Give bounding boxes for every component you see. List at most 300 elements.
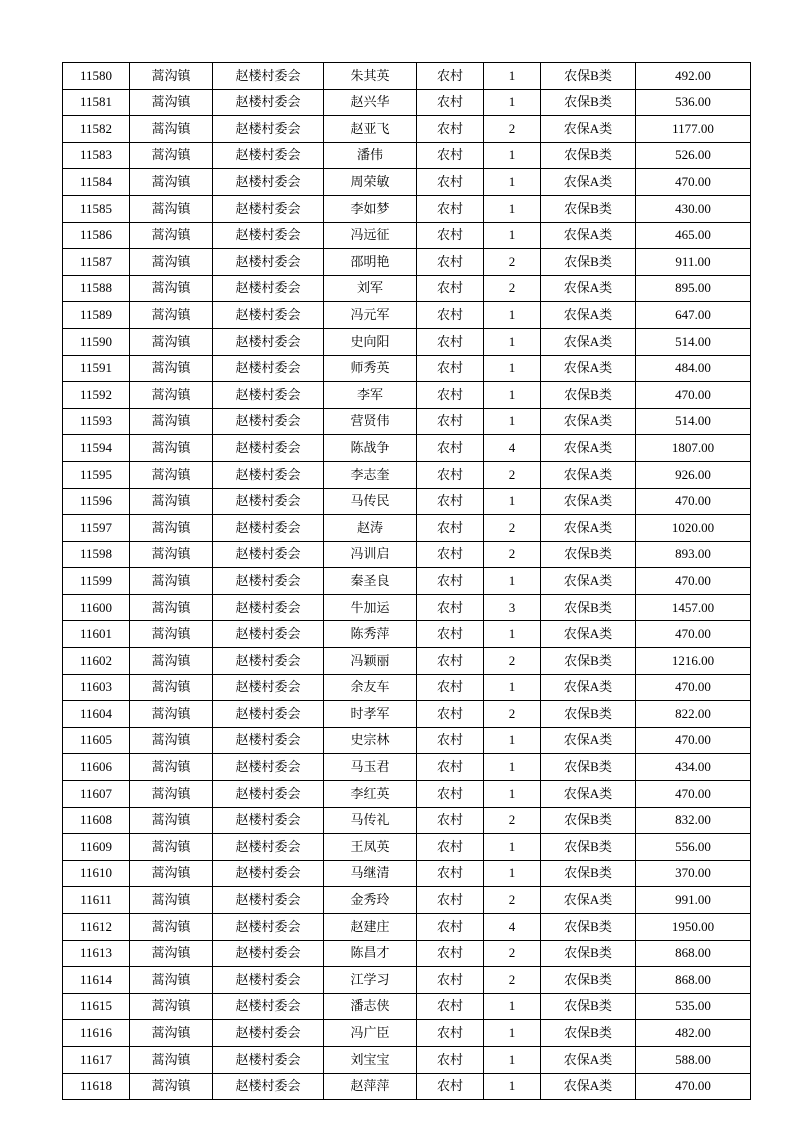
cell-id: 11618 bbox=[63, 1073, 130, 1100]
cell-household-type: 农村 bbox=[417, 408, 484, 435]
cell-name: 史向阳 bbox=[324, 328, 417, 355]
cell-amount: 535.00 bbox=[636, 993, 751, 1020]
cell-household-type: 农村 bbox=[417, 1046, 484, 1073]
cell-village: 赵楼村委会 bbox=[213, 195, 324, 222]
cell-town: 蒿沟镇 bbox=[130, 887, 213, 914]
cell-amount: 470.00 bbox=[636, 488, 751, 515]
cell-village: 赵楼村委会 bbox=[213, 914, 324, 941]
cell-village: 赵楼村委会 bbox=[213, 834, 324, 861]
cell-name: 刘宝宝 bbox=[324, 1046, 417, 1073]
cell-id: 11588 bbox=[63, 275, 130, 302]
cell-town: 蒿沟镇 bbox=[130, 594, 213, 621]
cell-id: 11592 bbox=[63, 382, 130, 409]
table-row bbox=[63, 195, 751, 222]
cell-household-type: 农村 bbox=[417, 648, 484, 675]
cell-household-type: 农村 bbox=[417, 781, 484, 808]
cell-category: 农保B类 bbox=[541, 541, 636, 568]
cell-amount: 1457.00 bbox=[636, 594, 751, 621]
cell-name: 李红英 bbox=[324, 781, 417, 808]
table-row bbox=[63, 302, 751, 329]
cell-id: 11607 bbox=[63, 781, 130, 808]
cell-id: 11586 bbox=[63, 222, 130, 249]
cell-household-type: 农村 bbox=[417, 993, 484, 1020]
cell-id: 11611 bbox=[63, 887, 130, 914]
cell-town: 蒿沟镇 bbox=[130, 275, 213, 302]
cell-category: 农保B类 bbox=[541, 648, 636, 675]
cell-name: 赵涛 bbox=[324, 515, 417, 542]
cell-town: 蒿沟镇 bbox=[130, 222, 213, 249]
cell-id: 11612 bbox=[63, 914, 130, 941]
cell-town: 蒿沟镇 bbox=[130, 116, 213, 143]
cell-village: 赵楼村委会 bbox=[213, 249, 324, 276]
cell-town: 蒿沟镇 bbox=[130, 461, 213, 488]
cell-id: 11601 bbox=[63, 621, 130, 648]
cell-household-type: 农村 bbox=[417, 701, 484, 728]
cell-category: 农保A类 bbox=[541, 887, 636, 914]
cell-person-count: 2 bbox=[484, 541, 541, 568]
cell-id: 11594 bbox=[63, 435, 130, 462]
table-row bbox=[63, 355, 751, 382]
cell-name: 马继清 bbox=[324, 860, 417, 887]
cell-village: 赵楼村委会 bbox=[213, 1020, 324, 1047]
cell-name: 周荣敏 bbox=[324, 169, 417, 196]
cell-name: 师秀英 bbox=[324, 355, 417, 382]
cell-town: 蒿沟镇 bbox=[130, 674, 213, 701]
cell-id: 11590 bbox=[63, 328, 130, 355]
cell-village: 赵楼村委会 bbox=[213, 648, 324, 675]
cell-category: 农保B类 bbox=[541, 967, 636, 994]
cell-category: 农保A类 bbox=[541, 488, 636, 515]
table-row bbox=[63, 541, 751, 568]
cell-village: 赵楼村委会 bbox=[213, 940, 324, 967]
cell-town: 蒿沟镇 bbox=[130, 914, 213, 941]
table-row bbox=[63, 834, 751, 861]
cell-id: 11604 bbox=[63, 701, 130, 728]
cell-category: 农保A类 bbox=[541, 727, 636, 754]
cell-town: 蒿沟镇 bbox=[130, 993, 213, 1020]
cell-town: 蒿沟镇 bbox=[130, 142, 213, 169]
cell-town: 蒿沟镇 bbox=[130, 834, 213, 861]
cell-person-count: 1 bbox=[484, 621, 541, 648]
cell-village: 赵楼村委会 bbox=[213, 860, 324, 887]
cell-village: 赵楼村委会 bbox=[213, 116, 324, 143]
cell-amount: 647.00 bbox=[636, 302, 751, 329]
cell-id: 11593 bbox=[63, 408, 130, 435]
cell-household-type: 农村 bbox=[417, 461, 484, 488]
cell-id: 11581 bbox=[63, 89, 130, 116]
table-row bbox=[63, 461, 751, 488]
cell-category: 农保B类 bbox=[541, 993, 636, 1020]
cell-name: 朱其英 bbox=[324, 63, 417, 90]
cell-category: 农保B类 bbox=[541, 834, 636, 861]
cell-name: 邵明艳 bbox=[324, 249, 417, 276]
cell-household-type: 农村 bbox=[417, 674, 484, 701]
cell-town: 蒿沟镇 bbox=[130, 355, 213, 382]
cell-amount: 832.00 bbox=[636, 807, 751, 834]
cell-town: 蒿沟镇 bbox=[130, 781, 213, 808]
cell-person-count: 1 bbox=[484, 1020, 541, 1047]
cell-town: 蒿沟镇 bbox=[130, 195, 213, 222]
cell-name: 陈昌才 bbox=[324, 940, 417, 967]
table-row bbox=[63, 887, 751, 914]
cell-name: 时孝军 bbox=[324, 701, 417, 728]
cell-amount: 434.00 bbox=[636, 754, 751, 781]
cell-category: 农保B类 bbox=[541, 940, 636, 967]
cell-name: 营贤伟 bbox=[324, 408, 417, 435]
cell-category: 农保B类 bbox=[541, 594, 636, 621]
cell-name: 冯元军 bbox=[324, 302, 417, 329]
cell-town: 蒿沟镇 bbox=[130, 249, 213, 276]
cell-town: 蒿沟镇 bbox=[130, 515, 213, 542]
cell-village: 赵楼村委会 bbox=[213, 89, 324, 116]
cell-category: 农保A类 bbox=[541, 355, 636, 382]
cell-amount: 1216.00 bbox=[636, 648, 751, 675]
cell-id: 11617 bbox=[63, 1046, 130, 1073]
cell-town: 蒿沟镇 bbox=[130, 408, 213, 435]
cell-town: 蒿沟镇 bbox=[130, 860, 213, 887]
cell-person-count: 1 bbox=[484, 142, 541, 169]
cell-category: 农保A类 bbox=[541, 435, 636, 462]
cell-amount: 370.00 bbox=[636, 860, 751, 887]
cell-village: 赵楼村委会 bbox=[213, 302, 324, 329]
cell-household-type: 农村 bbox=[417, 940, 484, 967]
cell-person-count: 2 bbox=[484, 967, 541, 994]
cell-id: 11583 bbox=[63, 142, 130, 169]
cell-amount: 514.00 bbox=[636, 408, 751, 435]
cell-person-count: 1 bbox=[484, 860, 541, 887]
cell-household-type: 农村 bbox=[417, 621, 484, 648]
cell-household-type: 农村 bbox=[417, 302, 484, 329]
cell-id: 11589 bbox=[63, 302, 130, 329]
cell-person-count: 1 bbox=[484, 754, 541, 781]
cell-household-type: 农村 bbox=[417, 594, 484, 621]
cell-person-count: 1 bbox=[484, 408, 541, 435]
cell-person-count: 1 bbox=[484, 781, 541, 808]
cell-name: 赵亚飞 bbox=[324, 116, 417, 143]
cell-amount: 926.00 bbox=[636, 461, 751, 488]
cell-household-type: 农村 bbox=[417, 169, 484, 196]
cell-name: 潘志侠 bbox=[324, 993, 417, 1020]
cell-household-type: 农村 bbox=[417, 727, 484, 754]
cell-category: 农保B类 bbox=[541, 1020, 636, 1047]
cell-village: 赵楼村委会 bbox=[213, 408, 324, 435]
cell-id: 11615 bbox=[63, 993, 130, 1020]
cell-village: 赵楼村委会 bbox=[213, 169, 324, 196]
cell-id: 11597 bbox=[63, 515, 130, 542]
cell-town: 蒿沟镇 bbox=[130, 967, 213, 994]
table-row bbox=[63, 940, 751, 967]
cell-village: 赵楼村委会 bbox=[213, 754, 324, 781]
cell-village: 赵楼村委会 bbox=[213, 674, 324, 701]
cell-id: 11599 bbox=[63, 568, 130, 595]
table-row bbox=[63, 648, 751, 675]
cell-name: 冯广臣 bbox=[324, 1020, 417, 1047]
cell-household-type: 农村 bbox=[417, 63, 484, 90]
cell-name: 赵建庄 bbox=[324, 914, 417, 941]
cell-village: 赵楼村委会 bbox=[213, 594, 324, 621]
table-row bbox=[63, 860, 751, 887]
cell-name: 潘伟 bbox=[324, 142, 417, 169]
cell-town: 蒿沟镇 bbox=[130, 169, 213, 196]
cell-name: 刘军 bbox=[324, 275, 417, 302]
cell-category: 农保A类 bbox=[541, 328, 636, 355]
cell-id: 11609 bbox=[63, 834, 130, 861]
cell-name: 李志奎 bbox=[324, 461, 417, 488]
cell-id: 11602 bbox=[63, 648, 130, 675]
cell-category: 农保A类 bbox=[541, 1073, 636, 1100]
table-row bbox=[63, 116, 751, 143]
cell-id: 11603 bbox=[63, 674, 130, 701]
table-row bbox=[63, 435, 751, 462]
cell-category: 农保B类 bbox=[541, 63, 636, 90]
cell-town: 蒿沟镇 bbox=[130, 488, 213, 515]
table-row bbox=[63, 914, 751, 941]
cell-id: 11598 bbox=[63, 541, 130, 568]
cell-id: 11610 bbox=[63, 860, 130, 887]
cell-village: 赵楼村委会 bbox=[213, 328, 324, 355]
cell-household-type: 农村 bbox=[417, 541, 484, 568]
cell-id: 11584 bbox=[63, 169, 130, 196]
cell-person-count: 1 bbox=[484, 568, 541, 595]
cell-town: 蒿沟镇 bbox=[130, 328, 213, 355]
cell-person-count: 2 bbox=[484, 461, 541, 488]
cell-category: 农保B类 bbox=[541, 382, 636, 409]
cell-id: 11591 bbox=[63, 355, 130, 382]
cell-household-type: 农村 bbox=[417, 435, 484, 462]
cell-id: 11606 bbox=[63, 754, 130, 781]
cell-id: 11585 bbox=[63, 195, 130, 222]
cell-category: 农保A类 bbox=[541, 1046, 636, 1073]
table-row bbox=[63, 807, 751, 834]
cell-town: 蒿沟镇 bbox=[130, 89, 213, 116]
cell-name: 冯训启 bbox=[324, 541, 417, 568]
cell-household-type: 农村 bbox=[417, 1020, 484, 1047]
cell-name: 李如梦 bbox=[324, 195, 417, 222]
cell-category: 农保A类 bbox=[541, 116, 636, 143]
cell-category: 农保A类 bbox=[541, 621, 636, 648]
cell-person-count: 1 bbox=[484, 488, 541, 515]
cell-category: 农保B类 bbox=[541, 89, 636, 116]
cell-amount: 588.00 bbox=[636, 1046, 751, 1073]
cell-village: 赵楼村委会 bbox=[213, 435, 324, 462]
table-row bbox=[63, 488, 751, 515]
cell-person-count: 1 bbox=[484, 1073, 541, 1100]
cell-person-count: 1 bbox=[484, 382, 541, 409]
table-row bbox=[63, 222, 751, 249]
cell-category: 农保A类 bbox=[541, 515, 636, 542]
cell-id: 11614 bbox=[63, 967, 130, 994]
table-row bbox=[63, 754, 751, 781]
cell-household-type: 农村 bbox=[417, 116, 484, 143]
cell-household-type: 农村 bbox=[417, 568, 484, 595]
cell-household-type: 农村 bbox=[417, 1073, 484, 1100]
cell-household-type: 农村 bbox=[417, 249, 484, 276]
cell-town: 蒿沟镇 bbox=[130, 382, 213, 409]
cell-id: 11616 bbox=[63, 1020, 130, 1047]
cell-town: 蒿沟镇 bbox=[130, 807, 213, 834]
cell-village: 赵楼村委会 bbox=[213, 488, 324, 515]
cell-person-count: 2 bbox=[484, 515, 541, 542]
cell-person-count: 2 bbox=[484, 116, 541, 143]
cell-person-count: 3 bbox=[484, 594, 541, 621]
cell-household-type: 农村 bbox=[417, 328, 484, 355]
cell-household-type: 农村 bbox=[417, 142, 484, 169]
cell-category: 农保B类 bbox=[541, 249, 636, 276]
cell-household-type: 农村 bbox=[417, 515, 484, 542]
cell-amount: 911.00 bbox=[636, 249, 751, 276]
cell-household-type: 农村 bbox=[417, 967, 484, 994]
cell-name: 马传民 bbox=[324, 488, 417, 515]
table-row bbox=[63, 275, 751, 302]
cell-town: 蒿沟镇 bbox=[130, 1020, 213, 1047]
cell-person-count: 1 bbox=[484, 169, 541, 196]
cell-household-type: 农村 bbox=[417, 355, 484, 382]
cell-id: 11582 bbox=[63, 116, 130, 143]
cell-household-type: 农村 bbox=[417, 488, 484, 515]
cell-category: 农保A类 bbox=[541, 169, 636, 196]
cell-household-type: 农村 bbox=[417, 860, 484, 887]
cell-town: 蒿沟镇 bbox=[130, 648, 213, 675]
cell-person-count: 1 bbox=[484, 222, 541, 249]
cell-village: 赵楼村委会 bbox=[213, 727, 324, 754]
cell-amount: 470.00 bbox=[636, 674, 751, 701]
cell-amount: 556.00 bbox=[636, 834, 751, 861]
cell-village: 赵楼村委会 bbox=[213, 887, 324, 914]
cell-household-type: 农村 bbox=[417, 807, 484, 834]
cell-id: 11600 bbox=[63, 594, 130, 621]
table-row bbox=[63, 674, 751, 701]
cell-household-type: 农村 bbox=[417, 195, 484, 222]
cell-town: 蒿沟镇 bbox=[130, 621, 213, 648]
cell-id: 11613 bbox=[63, 940, 130, 967]
table-row bbox=[63, 328, 751, 355]
cell-amount: 482.00 bbox=[636, 1020, 751, 1047]
cell-name: 余友车 bbox=[324, 674, 417, 701]
cell-id: 11605 bbox=[63, 727, 130, 754]
cell-amount: 484.00 bbox=[636, 355, 751, 382]
cell-town: 蒿沟镇 bbox=[130, 302, 213, 329]
cell-person-count: 1 bbox=[484, 328, 541, 355]
cell-category: 农保A类 bbox=[541, 674, 636, 701]
cell-household-type: 农村 bbox=[417, 914, 484, 941]
cell-category: 农保A类 bbox=[541, 568, 636, 595]
cell-amount: 822.00 bbox=[636, 701, 751, 728]
table-row bbox=[63, 63, 751, 90]
cell-household-type: 农村 bbox=[417, 275, 484, 302]
cell-town: 蒿沟镇 bbox=[130, 1073, 213, 1100]
table-row bbox=[63, 701, 751, 728]
cell-amount: 492.00 bbox=[636, 63, 751, 90]
cell-town: 蒿沟镇 bbox=[130, 754, 213, 781]
cell-category: 农保B类 bbox=[541, 701, 636, 728]
cell-category: 农保A类 bbox=[541, 222, 636, 249]
cell-village: 赵楼村委会 bbox=[213, 63, 324, 90]
cell-village: 赵楼村委会 bbox=[213, 355, 324, 382]
cell-town: 蒿沟镇 bbox=[130, 701, 213, 728]
table-row bbox=[63, 727, 751, 754]
cell-village: 赵楼村委会 bbox=[213, 1046, 324, 1073]
cell-person-count: 4 bbox=[484, 914, 541, 941]
cell-household-type: 农村 bbox=[417, 754, 484, 781]
cell-name: 陈秀萍 bbox=[324, 621, 417, 648]
cell-category: 农保B类 bbox=[541, 860, 636, 887]
cell-amount: 514.00 bbox=[636, 328, 751, 355]
cell-name: 秦圣良 bbox=[324, 568, 417, 595]
cell-person-count: 1 bbox=[484, 355, 541, 382]
cell-person-count: 2 bbox=[484, 648, 541, 675]
cell-village: 赵楼村委会 bbox=[213, 568, 324, 595]
table-row bbox=[63, 515, 751, 542]
cell-village: 赵楼村委会 bbox=[213, 967, 324, 994]
cell-village: 赵楼村委会 bbox=[213, 275, 324, 302]
cell-amount: 465.00 bbox=[636, 222, 751, 249]
cell-village: 赵楼村委会 bbox=[213, 461, 324, 488]
cell-town: 蒿沟镇 bbox=[130, 940, 213, 967]
table-row bbox=[63, 967, 751, 994]
cell-household-type: 农村 bbox=[417, 222, 484, 249]
cell-category: 农保A类 bbox=[541, 408, 636, 435]
cell-category: 农保B类 bbox=[541, 195, 636, 222]
cell-amount: 470.00 bbox=[636, 727, 751, 754]
cell-village: 赵楼村委会 bbox=[213, 781, 324, 808]
cell-category: 农保A类 bbox=[541, 275, 636, 302]
cell-id: 11587 bbox=[63, 249, 130, 276]
cell-amount: 470.00 bbox=[636, 382, 751, 409]
table-row bbox=[63, 1046, 751, 1073]
cell-village: 赵楼村委会 bbox=[213, 382, 324, 409]
cell-household-type: 农村 bbox=[417, 382, 484, 409]
cell-category: 农保B类 bbox=[541, 807, 636, 834]
cell-person-count: 1 bbox=[484, 195, 541, 222]
table-row bbox=[63, 408, 751, 435]
cell-village: 赵楼村委会 bbox=[213, 807, 324, 834]
table-row bbox=[63, 1073, 751, 1100]
cell-person-count: 2 bbox=[484, 807, 541, 834]
cell-household-type: 农村 bbox=[417, 887, 484, 914]
cell-village: 赵楼村委会 bbox=[213, 541, 324, 568]
cell-town: 蒿沟镇 bbox=[130, 63, 213, 90]
cell-amount: 470.00 bbox=[636, 621, 751, 648]
table-body bbox=[63, 63, 751, 1100]
cell-amount: 868.00 bbox=[636, 940, 751, 967]
cell-id: 11608 bbox=[63, 807, 130, 834]
cell-name: 赵兴华 bbox=[324, 89, 417, 116]
cell-category: 农保B类 bbox=[541, 142, 636, 169]
cell-village: 赵楼村委会 bbox=[213, 993, 324, 1020]
table-row bbox=[63, 594, 751, 621]
cell-name: 冯颖丽 bbox=[324, 648, 417, 675]
cell-name: 李军 bbox=[324, 382, 417, 409]
cell-name: 冯远征 bbox=[324, 222, 417, 249]
cell-person-count: 2 bbox=[484, 275, 541, 302]
cell-amount: 470.00 bbox=[636, 169, 751, 196]
table-row bbox=[63, 781, 751, 808]
cell-person-count: 1 bbox=[484, 993, 541, 1020]
cell-town: 蒿沟镇 bbox=[130, 568, 213, 595]
cell-household-type: 农村 bbox=[417, 89, 484, 116]
cell-person-count: 1 bbox=[484, 674, 541, 701]
cell-category: 农保B类 bbox=[541, 754, 636, 781]
cell-village: 赵楼村委会 bbox=[213, 621, 324, 648]
cell-amount: 470.00 bbox=[636, 781, 751, 808]
cell-amount: 1177.00 bbox=[636, 116, 751, 143]
table-row bbox=[63, 993, 751, 1020]
cell-amount: 1020.00 bbox=[636, 515, 751, 542]
cell-amount: 893.00 bbox=[636, 541, 751, 568]
cell-category: 农保B类 bbox=[541, 914, 636, 941]
cell-person-count: 2 bbox=[484, 249, 541, 276]
cell-village: 赵楼村委会 bbox=[213, 1073, 324, 1100]
